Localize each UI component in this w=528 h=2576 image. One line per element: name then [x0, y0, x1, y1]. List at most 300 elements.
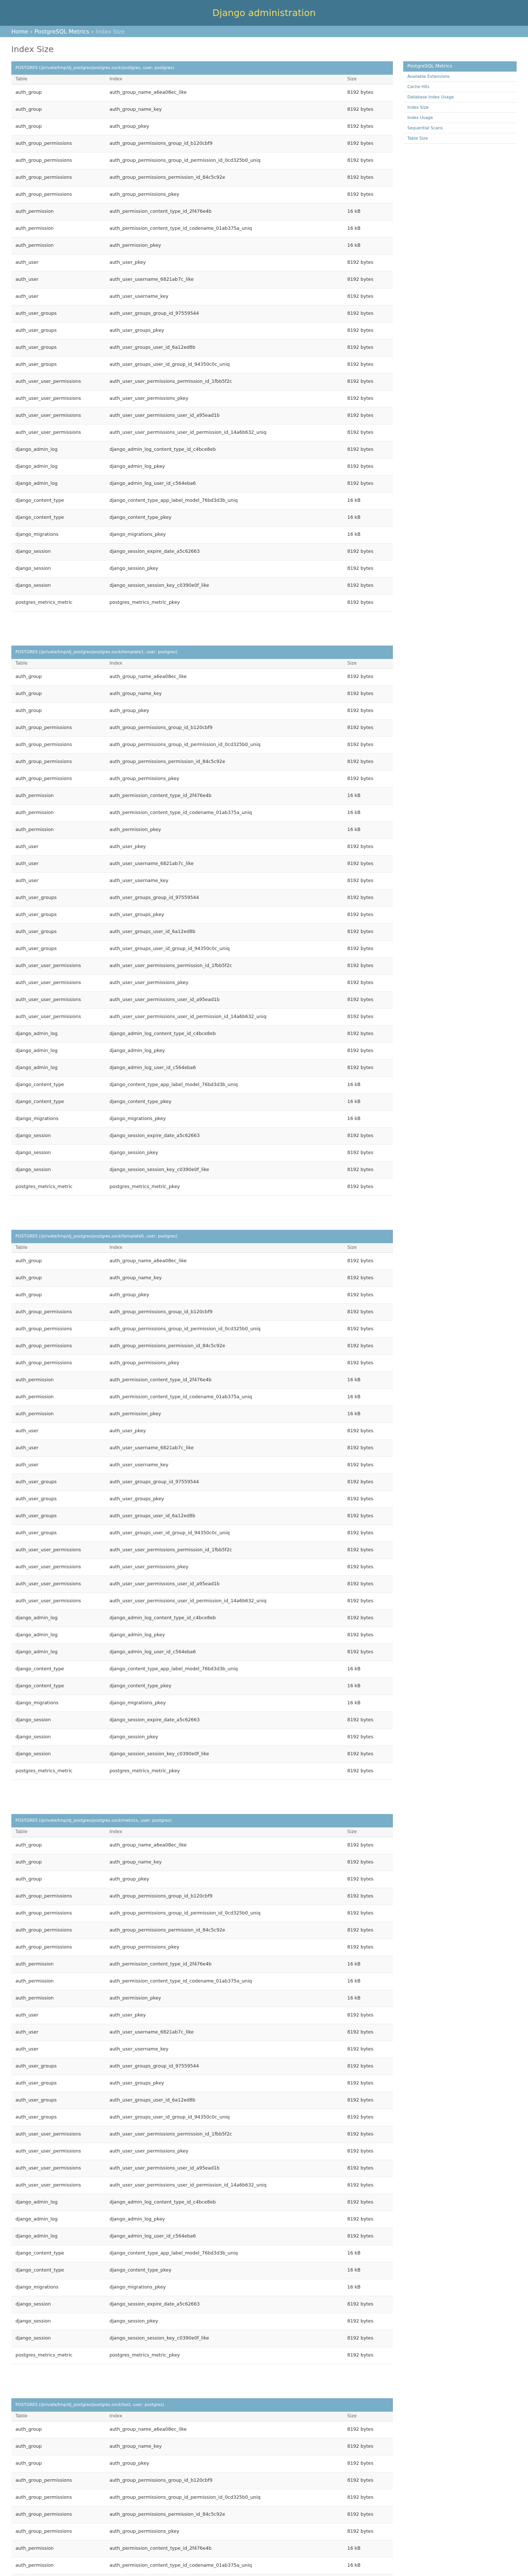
cell-index-size: 8192 bytes [343, 1253, 393, 1270]
table-row [11, 391, 393, 408]
table-row [11, 1888, 393, 1905]
cell-table-name: auth_user_user_permissions [11, 1542, 105, 1559]
cell-index-name: auth_user_groups_pkey [105, 907, 343, 924]
cell-index-name: auth_permission_content_type_id_codename_01ab375a_uniq [105, 2557, 343, 2574]
cell-index-name: auth_permission_pkey [105, 238, 343, 255]
cell-table-name: auth_user_groups [11, 357, 105, 374]
table-row [11, 595, 393, 612]
table-row [11, 1525, 393, 1542]
cell-table-name: auth_group [11, 2455, 105, 2472]
cell-table-name: auth_group_permissions [11, 1888, 105, 1905]
table-row [11, 510, 393, 527]
cell-index-size: 16 kB [343, 2540, 393, 2557]
table-row [11, 1474, 393, 1491]
column-header-size[interactable]: Size [343, 1243, 393, 1253]
table-row [11, 2194, 393, 2211]
cell-index-size: 8192 bytes [343, 1627, 393, 1644]
table-row [11, 1922, 393, 1939]
cell-table-name: django_admin_log [11, 2228, 105, 2245]
cell-index-name: auth_group_permissions_pkey [105, 1355, 343, 1372]
cell-index-size: 16 kB [343, 221, 393, 238]
cell-index-name: auth_group_pkey [105, 118, 343, 135]
cell-table-name: django_admin_log [11, 476, 105, 493]
cell-index-size: 16 kB [343, 1695, 393, 1712]
cell-index-size: 8192 bytes [343, 1060, 393, 1077]
cell-index-name: django_migrations_pkey [105, 527, 343, 544]
cell-index-size: 8192 bytes [343, 1712, 393, 1729]
cell-index-name: auth_user_user_permissions_pkey [105, 1559, 343, 1576]
cell-index-size: 16 kB [343, 1956, 393, 1973]
cell-index-name: django_session_expire_date_a5c62663 [105, 1128, 343, 1145]
cell-index-name: auth_permission_content_type_id_2f476e4b [105, 2540, 343, 2557]
cell-index-size: 8192 bytes [343, 1457, 393, 1474]
cell-index-name: auth_group_permissions_group_id_b120cbf9 [105, 1304, 343, 1321]
cell-index-size: 8192 bytes [343, 1304, 393, 1321]
cell-index-name: auth_user_username_key [105, 2041, 343, 2058]
column-header-size[interactable]: Size [343, 1827, 393, 1837]
table-row [11, 2489, 393, 2506]
cell-index-name: django_session_pkey [105, 1145, 343, 1162]
cell-index-size: 8192 bytes [343, 2211, 393, 2228]
cell-index-size: 8192 bytes [343, 289, 393, 306]
cell-index-size: 16 kB [343, 1990, 393, 2007]
cell-table-name: auth_group_permissions [11, 2489, 105, 2506]
table-row [11, 2058, 393, 2075]
cell-index-size: 16 kB [343, 788, 393, 805]
cell-table-name: auth_user [11, 1440, 105, 1457]
cell-index-size: 8192 bytes [343, 2438, 393, 2455]
cell-index-name: auth_user_user_permissions_user_id_a95ead1b [105, 408, 343, 425]
table-row [11, 2472, 393, 2489]
column-header-table[interactable]: Table [11, 1827, 105, 1837]
cell-index-name: auth_group_permissions_permission_id_84c5c92e [105, 2506, 343, 2523]
sidebar-item-sequential-scans[interactable]: Sequential Scans [403, 123, 517, 133]
cell-index-size: 8192 bytes [343, 1474, 393, 1491]
table-row [11, 1939, 393, 1956]
table-row [11, 992, 393, 1009]
table-row [11, 822, 393, 839]
cell-table-name: auth_user_user_permissions [11, 1009, 105, 1026]
cell-table-name: django_content_type [11, 1077, 105, 1094]
cell-table-name: auth_user [11, 2024, 105, 2041]
column-header-size[interactable]: Size [343, 2412, 393, 2421]
cell-table-name: auth_permission [11, 1389, 105, 1406]
cell-index-size: 16 kB [343, 805, 393, 822]
cell-index-size: 8192 bytes [343, 595, 393, 612]
cell-index-name: auth_group_permissions_group_id_permission_id_0cd325b0_uniq [105, 1321, 343, 1338]
table-row [11, 2557, 393, 2574]
cell-index-size: 8192 bytes [343, 907, 393, 924]
cell-index-size: 8192 bytes [343, 1026, 393, 1043]
cell-index-name: auth_group_name_a6ea08ec_like [105, 84, 343, 101]
cell-table-name: django_session [11, 1712, 105, 1729]
column-header-index[interactable]: Index [105, 1827, 343, 1837]
site-name[interactable]: Django administration [212, 7, 316, 19]
cell-index-name: auth_permission_content_type_id_codename_01ab375a_uniq [105, 1389, 343, 1406]
cell-index-name: auth_user_username_6821ab7c_like [105, 272, 343, 289]
cell-table-name: auth_group [11, 1837, 105, 1854]
cell-table-name: auth_user_groups [11, 941, 105, 958]
cell-index-size: 8192 bytes [343, 1763, 393, 1780]
cell-table-name: django_session [11, 544, 105, 561]
cell-index-size: 8192 bytes [343, 941, 393, 958]
cell-index-name: django_migrations_pkey [105, 1695, 343, 1712]
cell-table-name: auth_group_permissions [11, 754, 105, 771]
sidebar-item-cache-hits[interactable]: Cache Hits [403, 82, 517, 92]
cell-index-size: 8192 bytes [343, 2506, 393, 2523]
cell-index-name: django_session_pkey [105, 561, 343, 578]
table-header-row [11, 1243, 393, 1253]
table-row [11, 527, 393, 544]
page-title: Index Size [11, 44, 54, 54]
cell-index-size: 8192 bytes [343, 2313, 393, 2330]
table-row [11, 754, 393, 771]
table-row [11, 135, 393, 152]
cell-index-name: auth_group_permissions_permission_id_84c5c92e [105, 754, 343, 771]
cell-index-name: django_admin_log_content_type_id_c4bce8eb [105, 1026, 343, 1043]
cell-index-size: 8192 bytes [343, 975, 393, 992]
cell-index-size: 8192 bytes [343, 2228, 393, 2245]
cell-table-name: django_migrations [11, 527, 105, 544]
cell-index-size: 16 kB [343, 493, 393, 510]
table-row [11, 890, 393, 907]
cell-index-size: 8192 bytes [343, 992, 393, 1009]
table-row [11, 1627, 393, 1644]
cell-table-name: postgres_metrics_metric [11, 2347, 105, 2364]
cell-index-name: auth_permission_content_type_id_2f476e4b [105, 1372, 343, 1389]
cell-table-name: django_migrations [11, 1111, 105, 1128]
cell-index-size: 8192 bytes [343, 2058, 393, 2075]
cell-index-size: 8192 bytes [343, 1905, 393, 1922]
table-row [11, 1854, 393, 1871]
cell-index-name: auth_user_username_key [105, 873, 343, 890]
table-row [11, 2177, 393, 2194]
table-row [11, 1372, 393, 1389]
cell-table-name: auth_group [11, 2438, 105, 2455]
cell-index-name: auth_user_user_permissions_permission_id_1fbb5f2c [105, 1542, 343, 1559]
table-row [11, 686, 393, 703]
cell-index-size: 8192 bytes [343, 1043, 393, 1060]
table-row [11, 1973, 393, 1990]
cell-table-name: auth_permission [11, 1406, 105, 1423]
breadcrumb-section[interactable]: PostgreSQL Metrics [34, 28, 90, 35]
cell-index-name: auth_user_user_permissions_user_id_a95ead1b [105, 1576, 343, 1593]
cell-index-name: auth_user_username_6821ab7c_like [105, 2024, 343, 2041]
index-size-table [11, 659, 393, 1196]
cell-table-name: auth_user [11, 839, 105, 856]
cell-table-name: auth_group [11, 1871, 105, 1888]
cell-index-name: auth_group_permissions_pkey [105, 2523, 343, 2540]
cell-table-name: auth_user_groups [11, 2092, 105, 2109]
table-row [11, 2211, 393, 2228]
cell-table-name: auth_group_permissions [11, 720, 105, 737]
sidebar-item-index-usage[interactable]: Index Usage [403, 113, 517, 123]
content [0, 37, 528, 2576]
cell-index-size: 8192 bytes [343, 2143, 393, 2160]
cell-index-size: 8192 bytes [343, 2160, 393, 2177]
table-row [11, 2160, 393, 2177]
table-row [11, 238, 393, 255]
column-header-index[interactable]: Index [105, 75, 343, 84]
table-row [11, 924, 393, 941]
cell-table-name: auth_permission [11, 221, 105, 238]
table-row [11, 1304, 393, 1321]
cell-table-name: django_admin_log [11, 459, 105, 476]
cell-table-name: auth_group_permissions [11, 1922, 105, 1939]
table-row [11, 2245, 393, 2262]
cell-index-size: 8192 bytes [343, 669, 393, 686]
cell-index-size: 16 kB [343, 1661, 393, 1678]
column-header-table[interactable]: Table [11, 2412, 105, 2421]
cell-table-name: auth_group_permissions [11, 187, 105, 204]
cell-index-size: 8192 bytes [343, 1287, 393, 1304]
cell-index-size: 8192 bytes [343, 1593, 393, 1610]
cell-table-name: auth_group_permissions [11, 1321, 105, 1338]
cell-index-size: 8192 bytes [343, 1440, 393, 1457]
table-row [11, 1871, 393, 1888]
cell-index-name: auth_group_permissions_pkey [105, 1939, 343, 1956]
cell-index-name: postgres_metrics_metric_pkey [105, 1763, 343, 1780]
cell-index-name: auth_user_user_permissions_pkey [105, 391, 343, 408]
cell-index-name: django_content_type_pkey [105, 1678, 343, 1695]
table-row [11, 1559, 393, 1576]
cell-table-name: auth_group [11, 1253, 105, 1270]
cell-index-size: 8192 bytes [343, 476, 393, 493]
table-row [11, 1644, 393, 1661]
cell-index-name: django_migrations_pkey [105, 1111, 343, 1128]
column-header-table[interactable]: Table [11, 75, 105, 84]
site-header [0, 0, 528, 26]
table-row [11, 1576, 393, 1593]
cell-table-name: django_admin_log [11, 1627, 105, 1644]
table-row [11, 2109, 393, 2126]
cell-index-name: django_admin_log_pkey [105, 2211, 343, 2228]
column-header-size[interactable]: Size [343, 75, 393, 84]
table-row [11, 958, 393, 975]
cell-index-size: 8192 bytes [343, 442, 393, 459]
cell-table-name: auth_user_groups [11, 907, 105, 924]
cell-index-size: 8192 bytes [343, 958, 393, 975]
cell-index-name: django_content_type_app_label_model_76bd3d3b_uniq [105, 2245, 343, 2262]
cell-index-name: auth_group_name_key [105, 1854, 343, 1871]
cell-index-name: auth_user_username_6821ab7c_like [105, 856, 343, 873]
cell-index-name: auth_user_user_permissions_pkey [105, 975, 343, 992]
cell-index-size: 8192 bytes [343, 187, 393, 204]
breadcrumb-separator: › [30, 28, 32, 35]
cell-table-name: auth_group_permissions [11, 737, 105, 754]
table-header-row [11, 659, 393, 669]
table-row [11, 578, 393, 595]
cell-index-name: auth_group_pkey [105, 703, 343, 720]
cell-index-size: 16 kB [343, 1077, 393, 1094]
cell-table-name: django_content_type [11, 2262, 105, 2279]
table-row [11, 84, 393, 101]
cell-index-size: 8192 bytes [343, 425, 393, 442]
table-row [11, 737, 393, 754]
cell-index-name: auth_permission_content_type_id_2f476e4b [105, 204, 343, 221]
cell-index-name: auth_user_pkey [105, 1423, 343, 1440]
cell-index-name [105, 2574, 343, 2576]
cell-table-name: auth_permission [11, 204, 105, 221]
cell-index-size: 8192 bytes [343, 408, 393, 425]
cell-index-name: auth_group_pkey [105, 2455, 343, 2472]
column-header-index[interactable]: Index [105, 659, 343, 669]
cell-table-name: auth_group_permissions [11, 1355, 105, 1372]
table-row [11, 1678, 393, 1695]
table-row [11, 1355, 393, 1372]
cell-index-size: 8192 bytes [343, 2109, 393, 2126]
cell-index-name: auth_permission_content_type_id_2f476e4b [105, 1956, 343, 1973]
table-row [11, 1457, 393, 1474]
cell-table-name: auth_user_groups [11, 890, 105, 907]
table-row [11, 323, 393, 340]
table-row [11, 2143, 393, 2160]
cell-index-size: 8192 bytes [343, 873, 393, 890]
cell-index-size: 16 kB [343, 2262, 393, 2279]
cell-index-size: 8192 bytes [343, 2523, 393, 2540]
cell-table-name: django_content_type [11, 2245, 105, 2262]
table-row [11, 2523, 393, 2540]
cell-index-size: 8192 bytes [343, 2296, 393, 2313]
table-row [11, 1026, 393, 1043]
cell-table-name: auth_group [11, 118, 105, 135]
table-row [11, 1287, 393, 1304]
cell-index-size: 8192 bytes [343, 391, 393, 408]
cell-index-size: 8192 bytes [343, 890, 393, 907]
cell-index-size: 8192 bytes [343, 2126, 393, 2143]
cell-index-size: 8192 bytes [343, 323, 393, 340]
cell-index-size: 16 kB [343, 527, 393, 544]
cell-index-name: django_content_type_app_label_model_76bd3d3b_uniq [105, 1661, 343, 1678]
cell-index-size: 8192 bytes [343, 1145, 393, 1162]
cell-index-name: auth_user_username_6821ab7c_like [105, 1440, 343, 1457]
cell-index-size: 8192 bytes [343, 118, 393, 135]
cell-table-name: auth_group_permissions [11, 1939, 105, 1956]
cell-table-name: auth_user_groups [11, 2058, 105, 2075]
column-header-size[interactable]: Size [343, 659, 393, 669]
cell-index-name: django_admin_log_pkey [105, 459, 343, 476]
database-caption: POSTGRES (/private/tmp/dj_postgres/postgres.sock/template1, user: postgres) [11, 646, 393, 659]
cell-table-name: auth_permission [11, 2557, 105, 2574]
cell-index-name: auth_user_user_permissions_pkey [105, 2143, 343, 2160]
sidebar-item-available-extensions[interactable]: Available Extensions [403, 72, 517, 82]
cell-index-size: 8192 bytes [343, 1559, 393, 1576]
table-row [11, 2313, 393, 2330]
cell-table-name: django_migrations [11, 1695, 105, 1712]
column-header-table[interactable]: Table [11, 659, 105, 669]
cell-table-name: auth_user_groups [11, 340, 105, 357]
cell-index-size: 8192 bytes [343, 374, 393, 391]
cell-index-name: auth_group_permissions_group_id_permission_id_0cd325b0_uniq [105, 737, 343, 754]
cell-table-name: auth_group_permissions [11, 1338, 105, 1355]
cell-index-size [343, 2574, 393, 2576]
column-header-table[interactable]: Table [11, 1243, 105, 1253]
cell-index-size: 8192 bytes [343, 2075, 393, 2092]
table-row [11, 255, 393, 272]
table-row [11, 788, 393, 805]
sidebar-item-index-size[interactable]: Index Size [403, 103, 517, 113]
sidebar-item-table-size[interactable]: Table Size [403, 133, 517, 144]
table-row [11, 170, 393, 187]
cell-index-size: 8192 bytes [343, 754, 393, 771]
cell-index-name: postgres_metrics_metric_pkey [105, 1179, 343, 1196]
cell-table-name: auth_user [11, 2007, 105, 2024]
cell-index-size: 8192 bytes [343, 1871, 393, 1888]
cell-index-size: 8192 bytes [343, 720, 393, 737]
cell-index-name: auth_user_groups_user_id_group_id_94350c0c_uniq [105, 1525, 343, 1542]
cell-table-name: auth_user_groups [11, 2075, 105, 2092]
cell-index-size: 8192 bytes [343, 1542, 393, 1559]
cell-table-name: auth_user [11, 289, 105, 306]
table-row [11, 306, 393, 323]
cell-table-name: auth_user_user_permissions [11, 992, 105, 1009]
cell-index-name: django_admin_log_user_id_c564eba6 [105, 2228, 343, 2245]
cell-table-name: django_content_type [11, 510, 105, 527]
table-row [11, 1593, 393, 1610]
cell-index-size: 8192 bytes [343, 1355, 393, 1372]
cell-index-name: auth_permission_pkey [105, 822, 343, 839]
cell-index-name: auth_permission_content_type_id_codename_01ab375a_uniq [105, 221, 343, 238]
column-header-index[interactable]: Index [105, 1243, 343, 1253]
table-row [11, 1060, 393, 1077]
cell-table-name: postgres_metrics_metric [11, 1179, 105, 1196]
cell-table-name: django_session [11, 1746, 105, 1763]
cell-table-name: auth_user [11, 1423, 105, 1440]
cell-index-name: auth_user_groups_pkey [105, 323, 343, 340]
table-row [11, 1128, 393, 1145]
cell-index-name: auth_user_pkey [105, 839, 343, 856]
cell-index-name: auth_group_name_a6ea08ec_like [105, 669, 343, 686]
cell-index-size: 8192 bytes [343, 2455, 393, 2472]
cell-table-name: auth_group_permissions [11, 152, 105, 170]
table-header-row [11, 1827, 393, 1837]
cell-index-name: django_content_type_app_label_model_76bd3d3b_uniq [105, 493, 343, 510]
cell-table-name: auth_user [11, 873, 105, 890]
table-row [11, 1661, 393, 1678]
cell-table-name: auth_user [11, 1457, 105, 1474]
cell-table-name: auth_user_user_permissions [11, 1593, 105, 1610]
table-row [11, 221, 393, 238]
cell-table-name: auth_permission [11, 822, 105, 839]
cell-table-name: auth_permission [11, 1372, 105, 1389]
cell-index-name: django_admin_log_content_type_id_c4bce8eb [105, 442, 343, 459]
breadcrumb-home[interactable]: Home [11, 28, 28, 35]
cell-index-name: auth_group_permissions_pkey [105, 771, 343, 788]
table-row [11, 1179, 393, 1196]
cell-index-size: 8192 bytes [343, 578, 393, 595]
cell-index-size: 8192 bytes [343, 2041, 393, 2058]
cell-index-size: 16 kB [343, 1372, 393, 1389]
cell-index-size: 8192 bytes [343, 2421, 393, 2438]
table-row [11, 1389, 393, 1406]
cell-index-name: auth_permission_pkey [105, 1990, 343, 2007]
cell-index-size: 8192 bytes [343, 1321, 393, 1338]
sidebar-item-database-index-usage[interactable]: Database Index Usage [403, 92, 517, 103]
table-row [11, 1837, 393, 1854]
database-module [11, 2398, 393, 2576]
cell-table-name: auth_group_permissions [11, 1304, 105, 1321]
table-row [11, 1763, 393, 1780]
table-row [11, 2279, 393, 2296]
cell-index-size: 8192 bytes [343, 101, 393, 118]
cell-index-name: auth_user_pkey [105, 2007, 343, 2024]
index-size-table [11, 2412, 393, 2576]
column-header-index[interactable]: Index [105, 2412, 343, 2421]
table-row [11, 374, 393, 391]
table-row [11, 839, 393, 856]
table-row [11, 941, 393, 958]
cell-table-name: auth_group [11, 2421, 105, 2438]
